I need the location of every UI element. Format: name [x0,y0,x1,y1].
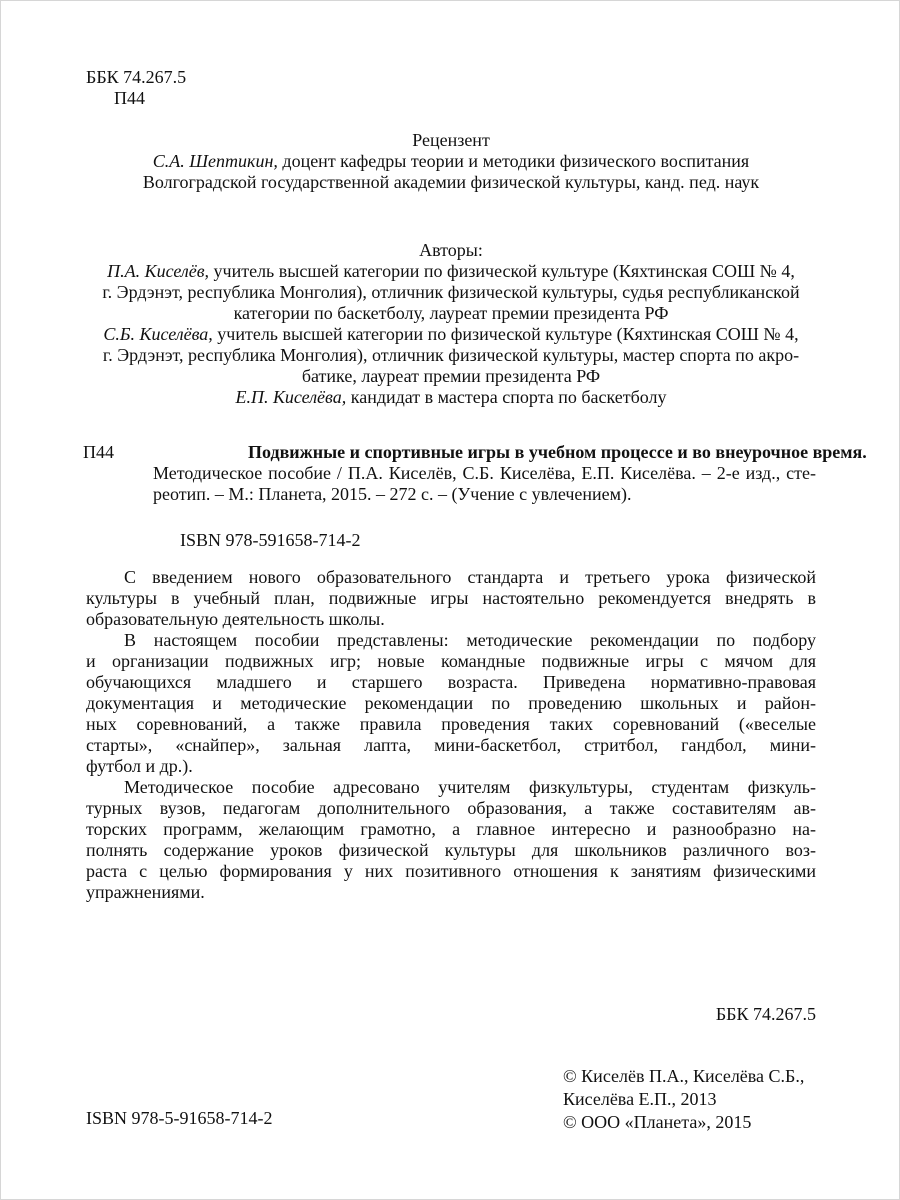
author-name: П.А. Киселёв, [107,261,210,281]
author-entry-line [86,261,816,282]
annotation-paragraph-3 [86,777,816,903]
author-sign-code-entry: П44 [83,442,114,462]
annotation-line: обучающихся младшего и старшего возраста. Приведена нормативно-правовая [86,672,816,692]
author-name: С.Б. Киселёва, [103,324,213,344]
annotation-line: упражнениями. [86,882,205,902]
author-credentials: учитель высшей категории по физической культуре (Кяхтинская СОШ № 4, [209,261,795,281]
bibliographic-line: реотип. – М.: Планета, 2015. – 272 с. – (Учение с увлечением). [153,484,632,504]
authors-section [86,240,816,408]
annotation-line: документация и методические рекомендации по проведению школьных и район- [86,693,816,713]
bibliographic-line: Методическое пособие / П.А. Киселёв, С.Б. Киселёва, Е.П. Киселёва. – 2-е изд., сте- [153,463,816,483]
annotation-paragraph-1 [86,567,816,630]
author-credentials: кандидат в мастера спорта по баскетболу [346,387,667,407]
copyright-line: © ООО «Планета», 2015 [563,1112,752,1132]
annotation-line: полнять содержание уроков физической культуры для школьников различного воз- [86,840,816,860]
annotation-line: образовательную деятельность школы. [86,609,385,629]
reviewer-line-1 [86,151,816,172]
authors-heading: Авторы: [419,240,483,260]
author-entry-line: категории по баскетболу, лауреат премии президента РФ [233,303,669,323]
annotation-line: турных вузов, педагогам дополнительного образования, а также составителям ав- [86,798,816,818]
annotation-line: раста с целью формирования у них позитивного отношения к занятиям физическими [86,861,816,881]
book-title-line [153,442,867,463]
annotation-line: культуры в учебный план, подвижные игры настоятельно рекомендуется внедрять в [86,588,816,608]
annotation-section [86,567,816,903]
author-entry-line: г. Эрдэнэт, республика Монголия), отличник физической культуры, судья республиканской [102,282,800,302]
author-entry [86,324,816,387]
annotation-line: торских программ, желающим грамотно, а главное интересно и разнообразно на- [86,819,816,839]
reviewer-name: С.А. Шептикин, [152,151,278,171]
copyright-line: © Киселёв П.А., Киселёва С.Б., [563,1066,805,1086]
author-name: Е.П. Киселёва, [235,387,347,407]
author-entry-line [86,387,816,408]
bbk-code-top: ББК 74.267.5 [86,67,187,87]
author-entry [86,261,816,324]
author-entry-line: г. Эрдэнэт, республика Монголия), отличник физической культуры, мастер спорта по акро- [102,345,800,365]
annotation-line: С введением нового образовательного стандарта и третьего урока физической [124,567,816,587]
bibliographic-entry [153,442,867,505]
author-sign-code-top: П44 [114,88,145,108]
isbn-entry: ISBN 978-591658-714-2 [180,530,361,550]
annotation-line: Методическое пособие адресовано учителям физкультуры, студентам физкуль- [124,777,816,797]
copyright-line: Киселёва Е.П., 2013 [563,1089,717,1109]
reviewer-credentials: доцент кафедры теории и методики физического воспитания [277,151,750,171]
author-credentials: учитель высшей категории по физической культуре (Кяхтинская СОШ № 4, [212,324,799,344]
author-entry-line [86,324,816,345]
reviewer-heading: Рецензент [412,130,490,150]
isbn-bottom: ISBN 978-5-91658-714-2 [86,1108,273,1128]
annotation-paragraph-2 [86,630,816,777]
catalog-entry-section [83,442,867,505]
annotation-line: старты», «снайпер», зальная лапта, мини-баскетбол, стритбол, гандбол, мини- [86,735,816,755]
reviewer-section [86,130,816,193]
copyright-block [563,1065,804,1134]
annotation-line: футбол и др.). [86,756,193,776]
bbk-classification-block [86,67,186,109]
bbk-code-bottom: ББК 74.267.5 [715,1004,816,1024]
author-entry [86,387,816,408]
book-title: Подвижные и спортивные игры в учебном процессе и во внеурочное время. [248,442,867,462]
annotation-line: ных соревнований, а также правила проведения таких соревнований («веселые [86,714,816,734]
reviewer-line-2: Волгоградской государственной академии физической культуры, канд. пед. наук [142,172,760,192]
annotation-line: В настоящем пособии представлены: методические рекомендации по подбору [124,630,816,650]
author-entry-line: батике, лауреат премии президента РФ [301,366,601,386]
annotation-line: и организации подвижных игр; новые командные подвижные игры с мячом для [86,651,816,671]
